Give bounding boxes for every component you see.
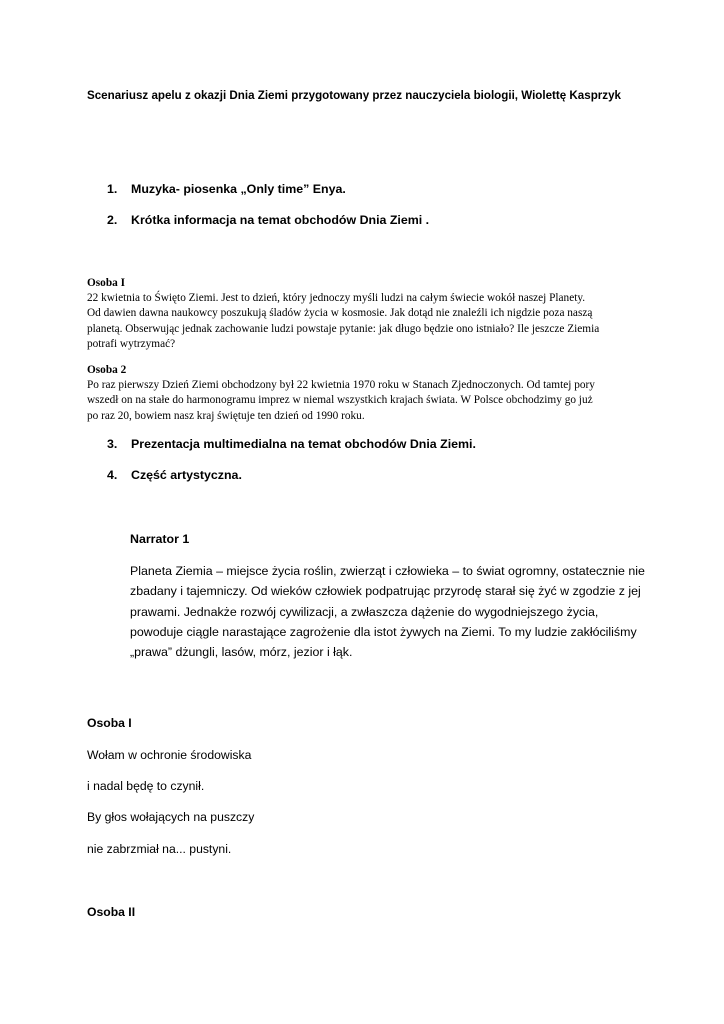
paragraph-line: planetą. Obserwując jednak zachowanie ludzi powstaje pytanie: jak długo będzie ono istniało? Ile jeszcze Ziemia — [87, 322, 600, 335]
info-section — [87, 276, 647, 352]
section-heading: Osoba 2 — [87, 364, 127, 376]
poem-line: By głos wołających na puszczy — [87, 810, 255, 824]
list-item-number: 3. — [107, 437, 118, 451]
list-item-number: 1. — [107, 182, 118, 196]
list-item-text: Prezentacja multimedialna na temat obchodów Dnia Ziemi. — [131, 437, 476, 451]
paragraph-line: zbadany i tajemniczy. Od wieków człowiek podpatrując przyrodę starał się żyć w zgodzie z jej — [130, 584, 641, 599]
document-title: Scenariusz apelu z okazji Dnia Ziemi przygotowany przez nauczyciela biologii, Wiolettę Kasprzyk — [87, 89, 621, 102]
poem-line: i nadal będę to czynił. — [87, 779, 205, 793]
list-item-text: Krótka informacja na temat obchodów Dnia Ziemi . — [131, 213, 430, 227]
poem-heading: Osoba I — [87, 716, 132, 730]
paragraph-line: prawami. Jednakże rozwój cywilizacji, a zwłaszcza dążenie do wygodniejszego życia, — [130, 604, 599, 619]
paragraph-line: Od dawien dawna naukowcy poszukują śladów życia w kosmosie. Jak dotąd nie znaleźli ich nigdzie poza naszą — [87, 307, 593, 320]
list-item-text: Muzyka- piosenka „Only time” Enya. — [131, 182, 346, 196]
paragraph-line: po raz 20, bowiem nasz kraj świętuje ten dzień od 1990 roku. — [87, 409, 365, 422]
paragraph-line: Planeta Ziemia – miejsce życia roślin, zwierząt i człowieka – to świat ogromny, ostatecznie nie — [130, 564, 645, 578]
list-item — [107, 213, 429, 227]
paragraph-line: wszedł on na stałe do harmonogramu imprez w niemal wszystkich krajach świata. W Polsce obchodzimy go już — [87, 394, 593, 407]
paragraph-line: Po raz pierwszy Dzień Ziemi obchodzony był 22 kwietnia 1970 roku w Stanach Zjednoczonych. Od tamtej pory — [87, 379, 595, 392]
narrator-paragraph — [130, 561, 645, 662]
section-heading: Osoba I — [87, 277, 125, 289]
poem-line: nie zabrzmiał na... pustyni. — [87, 842, 232, 856]
list-item-number: 2. — [107, 213, 118, 227]
list-item — [107, 437, 476, 451]
list-item-text: Część artystyczna. — [131, 468, 242, 482]
list-item — [107, 182, 346, 196]
list-item — [107, 468, 242, 482]
paragraph-line: potrafi wytrzymać? — [87, 337, 176, 350]
next-speaker-heading: Osoba II — [87, 905, 136, 919]
paragraph-line: 22 kwietnia to Święto Ziemi. Jest to dzień, który jednoczy myśli ludzi na całym świecie wokół naszej Planety. — [87, 292, 586, 305]
info-section — [87, 363, 647, 424]
list-item-number: 4. — [107, 468, 118, 482]
narrator-heading: Narrator 1 — [130, 532, 190, 546]
poem-line: Wołam w ochronie środowiska — [87, 748, 252, 762]
paragraph-line: „prawa” dżungli, lasów, mórz, jezior i łąk. — [130, 645, 353, 660]
paragraph-line: powoduje ciągle narastające zagrożenie dla istot żywych na Ziemi. To my ludzie zakłóciliśmy — [130, 624, 637, 639]
